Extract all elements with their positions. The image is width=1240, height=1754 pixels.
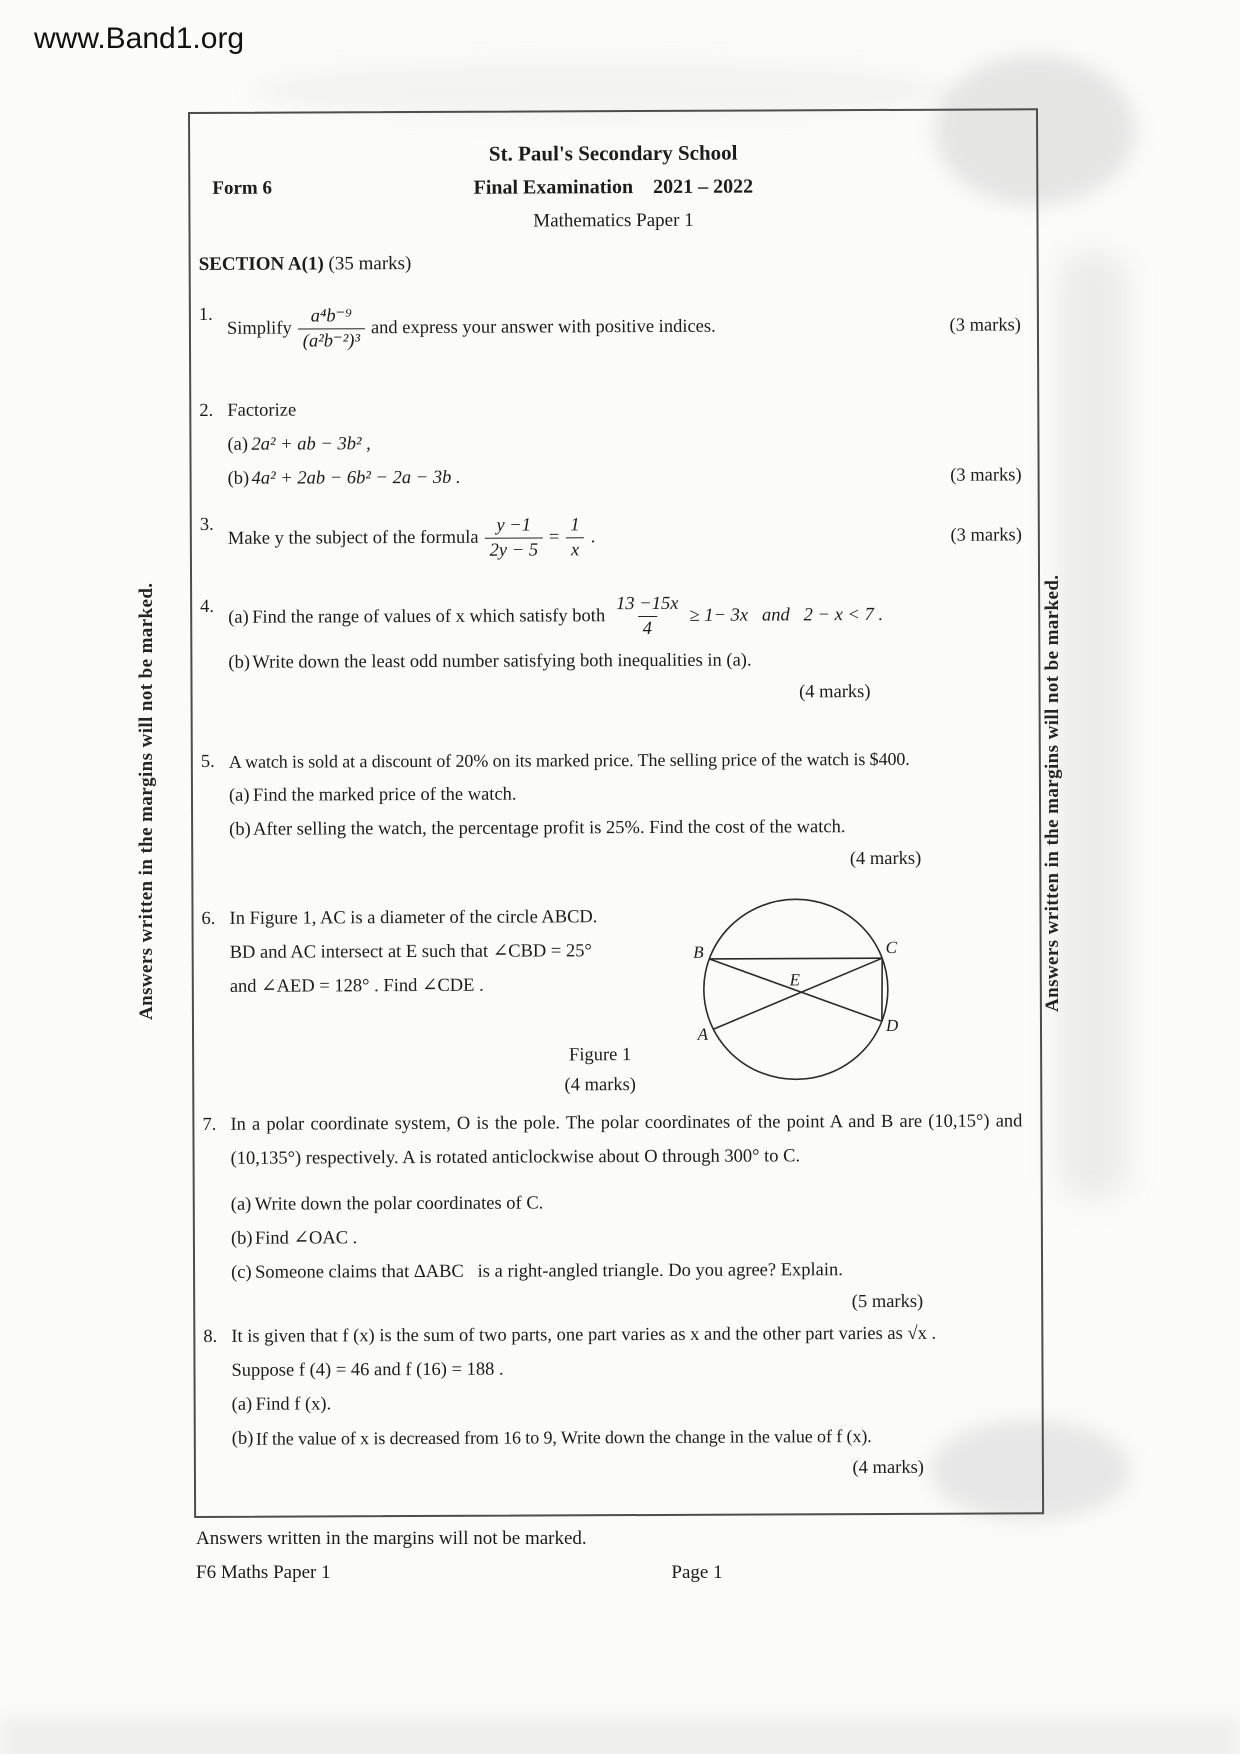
part-b-text: Find ∠OAC . — [254, 1228, 358, 1249]
part-a — [231, 1184, 1023, 1221]
footer-note: Answers written in the margins will not be marked. — [196, 1528, 587, 1549]
right-margin-note: Answers written in the margins will not be marked. — [1042, 574, 1063, 1012]
point-label-d: D — [885, 1015, 899, 1035]
part-label: (a) — [228, 785, 250, 806]
part-label: (b) — [228, 652, 251, 673]
question-1-line — [227, 294, 1019, 359]
question-8 — [195, 1316, 1042, 1486]
part-b-text: If the value of x is decreased from 16 to 9, Write down the change in the value of f (x). — [255, 1426, 872, 1449]
part-c — [231, 1252, 1023, 1289]
question-5-lead: A watch is sold at a discount of 20% on its marked price. The selling price of the watch is $400. — [228, 748, 910, 772]
part-label: (b) — [227, 468, 250, 489]
question-number: 7. — [202, 1114, 217, 1135]
question-1-lead: Simplify — [226, 318, 292, 339]
left-margin-note: Answers written in the margins will not be marked. — [136, 582, 157, 1020]
fraction — [565, 513, 584, 562]
period: . — [590, 527, 596, 548]
fraction-numerator: 13 −15x — [616, 593, 679, 614]
footer-page-number: Page 1 — [671, 1562, 723, 1583]
part-b-text: After selling the watch, the percentage profit is 25%. Find the cost of the watch. — [253, 817, 846, 840]
marks-label: (4 marks) — [849, 848, 922, 870]
site-watermark: www.Band1.org — [34, 22, 245, 55]
question-6-line2: BD and AC intersect at E such that ∠CBD = 25° — [229, 941, 592, 963]
question-number: 8. — [203, 1326, 218, 1347]
exam-title: Final Examination 2021 – 2022 — [473, 175, 754, 199]
question-3-lead: Make y the subject of the formula — [227, 527, 479, 549]
section-marks: (35 marks) — [323, 253, 412, 275]
marks-label: (4 marks) — [799, 682, 871, 703]
chord-bc — [709, 958, 882, 959]
exam-border-box — [188, 108, 1044, 1518]
part-b — [231, 1218, 1023, 1255]
fraction — [484, 513, 543, 562]
fraction-numerator: 1 — [570, 514, 580, 535]
fraction — [298, 304, 365, 353]
section-title: SECTION A(1) — [198, 253, 324, 275]
fraction-denominator: 2y − 5 — [485, 537, 544, 562]
question-4 — [192, 586, 1039, 710]
question-3-line — [228, 504, 1020, 569]
part-label: (b) — [231, 1428, 254, 1449]
question-number: 1. — [198, 304, 213, 325]
question-5 — [193, 741, 1040, 877]
question-number: 2. — [199, 400, 214, 421]
fraction — [611, 591, 684, 640]
footer-doc-label: F6 Maths Paper 1 — [196, 1562, 331, 1583]
figure-caption — [530, 1040, 670, 1101]
point-label-e: E — [789, 970, 801, 990]
part-b — [228, 642, 1020, 679]
question-number: 4. — [200, 596, 215, 617]
part-label: (c) — [231, 1262, 252, 1283]
part-a-text: Write down the polar coordinates of C. — [254, 1193, 544, 1215]
part-label: (b) — [230, 1228, 253, 1249]
question-7-paragraph: In a polar coordinate system, O is the pole. The polar coordinates of the point A and B are (10,15°) and (10,135°) respectively. A is rotated anticlockwise about O through 300° to C. — [230, 1111, 1023, 1169]
question-7 — [194, 1104, 1041, 1320]
part-a — [232, 1384, 1024, 1421]
fraction-denominator: x — [566, 537, 584, 562]
question-2 — [191, 390, 1037, 496]
part-label: (a) — [230, 1194, 252, 1215]
page-footer — [196, 1528, 1038, 1584]
question-8-suppose: Suppose f (4) = 46 and f (16) = 188 . — [231, 1359, 504, 1381]
question-6-line1: In Figure 1, AC is a diameter of the circle ABCD. — [229, 907, 598, 929]
paper-title: Mathematics Paper 1 — [533, 209, 694, 232]
question-number: 6. — [201, 908, 216, 929]
part-label: (a) — [231, 1394, 253, 1415]
part-label: (b) — [229, 819, 251, 840]
scan-shadow — [0, 1716, 1240, 1754]
figure-label: Figure 1 — [568, 1045, 632, 1066]
marks-label: (3 marks) — [949, 315, 1021, 336]
part-b-expression: 4a² + 2ab − 6b² − 2a − 3b . — [251, 467, 461, 489]
part-a — [227, 424, 1019, 461]
part-b — [229, 809, 1021, 846]
part-label: (a) — [228, 607, 249, 628]
scan-shadow — [1058, 250, 1128, 1200]
part-b — [232, 1418, 1024, 1455]
exam-header — [190, 110, 1037, 240]
question-number: 3. — [199, 514, 214, 535]
question-6-text — [229, 900, 664, 1102]
part-c-text: Someone claims that ΔABC is a right-angled triangle. Do you agree? Explain. — [255, 1260, 843, 1283]
part-a-text: Find the marked price of the watch. — [252, 784, 517, 806]
point-label-a: A — [697, 1024, 709, 1044]
marks-label: (3 marks) — [950, 465, 1022, 486]
part-label: (a) — [227, 434, 249, 455]
part-b-text: Write down the least odd number satisfying both inequalities in (a). — [252, 650, 752, 673]
part-a-tail: ≥ 1− 3x and 2 − x < 7 . — [689, 604, 884, 626]
marks-label: (4 marks) — [564, 1075, 636, 1096]
question-8-paragraph: It is given that f (x) is the sum of two parts, one part varies as x and the other part varies as √x . — [231, 1323, 937, 1347]
marks-label: (3 marks) — [950, 525, 1022, 546]
part-a-text: Find f (x). — [255, 1394, 332, 1415]
line-bd — [709, 958, 882, 1022]
marks-label: (5 marks) — [851, 1291, 924, 1313]
part-a-expression: 2a² + ab − 3b² , — [251, 434, 371, 455]
school-name: St. Paul's Secondary School — [488, 140, 738, 166]
chord-cd — [882, 958, 883, 1021]
question-6-line3: and ∠AED = 128° . Find ∠CDE . — [229, 975, 484, 997]
circle-figure — [667, 889, 920, 1090]
fraction-denominator: (a²b⁻²)³ — [298, 328, 365, 353]
question-1 — [191, 294, 1037, 360]
question-1-tail: and express your answer with positive indices. — [370, 316, 716, 339]
fraction-denominator: 4 — [638, 615, 657, 640]
question-2-lead: Factorize — [227, 400, 297, 421]
fraction-numerator: a⁴b⁻⁹ — [310, 305, 352, 326]
marks-label: (4 marks) — [852, 1457, 924, 1479]
section-heading — [191, 244, 1037, 282]
question-number: 5. — [200, 751, 215, 772]
question-6 — [193, 898, 1040, 1102]
part-a-lead: Find the range of values of x which satisfy both — [252, 606, 606, 628]
form-label: Form 6 — [212, 177, 273, 199]
part-a — [229, 775, 1021, 812]
point-label-b: B — [693, 942, 704, 962]
point-label-c: C — [885, 937, 898, 957]
question-3 — [192, 504, 1038, 570]
equals-sign: = — [548, 527, 560, 548]
part-a — [228, 586, 1020, 645]
part-b — [228, 458, 1020, 495]
fraction-numerator: y −1 — [496, 515, 532, 536]
